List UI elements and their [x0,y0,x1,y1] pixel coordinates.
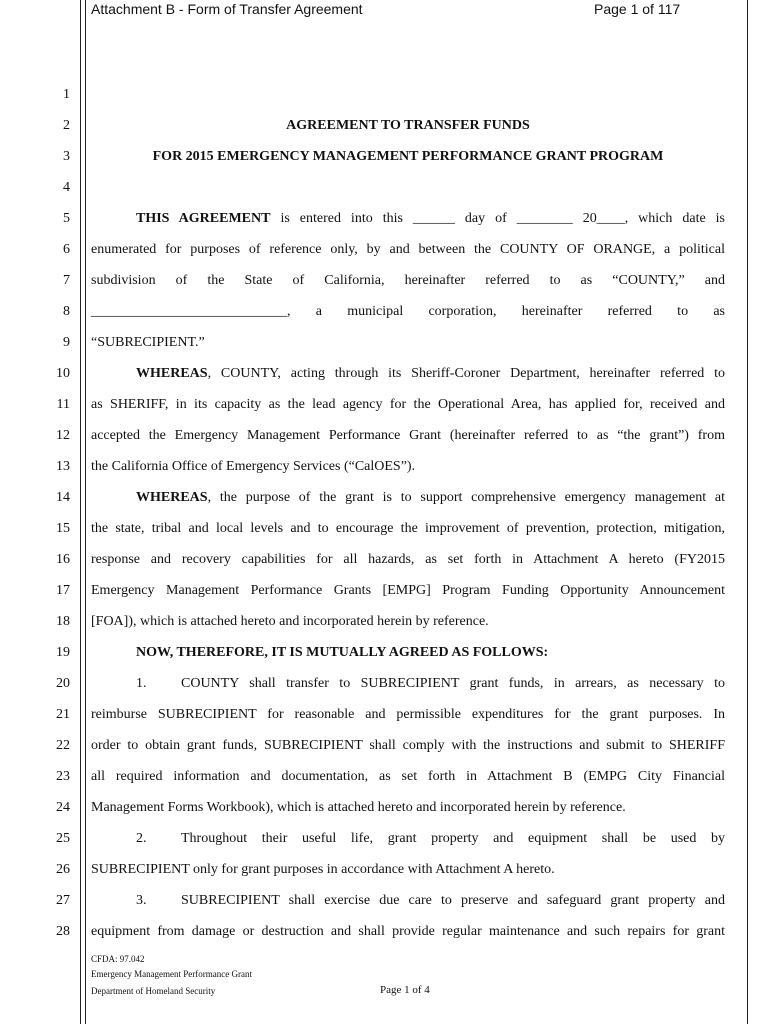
body-text: SUBRECIPIENT shall exercise due care to preserve and safeguard grant property and [181,893,725,908]
body-line-21: reimburse SUBRECIPIENT for reasonable and permissible expenditures for the grant purposes. In [91,707,725,722]
body-text: COUNTY shall transfer to SUBRECIPIENT grant funds, in arrears, as necessary to [181,676,725,691]
line-number: 24 [56,800,70,815]
body-line-12: accepted the Emergency Management Performance Grant (hereinafter referred to as “the grant”) from [91,428,725,443]
margin-rule-left [80,0,81,1024]
line-number: 22 [56,738,70,753]
clause-number: 3. [136,893,147,908]
line-number: 9 [63,335,70,350]
margin-rule-right [747,0,748,1024]
whereas-label: WHEREAS [136,490,208,505]
line-number: 6 [63,242,70,257]
body-line-18: [FOA]), which is attached hereto and incorporated herein by reference. [91,614,489,629]
body-line-23: all required information and documentation, as set forth in Attachment B (EMPG City Financial [91,769,725,784]
whereas-label: WHEREAS [136,366,208,381]
line-number: 18 [56,614,70,629]
body-text: , the purpose of the grant is to support comprehensive emergency management at [207,490,725,505]
line-number: 2 [63,118,70,133]
line-number: 1 [63,87,70,102]
line-number: 21 [56,707,70,722]
line-number: 15 [56,521,70,536]
line-number: 14 [56,490,70,505]
line-number: 17 [56,583,70,598]
body-line-24: Management Forms Workbook), which is attached hereto and incorporated herein by reference. [91,800,626,815]
footer-cfda: CFDA: 97.042 [91,954,145,964]
footer-program: Emergency Management Performance Grant [91,969,253,979]
line-number: 26 [56,862,70,877]
body-line-27 [91,892,725,910]
footer-department: Department of Homeland Security [91,986,216,996]
clause-number: 2. [136,831,147,846]
agreement-label: THIS AGREEMENT [136,211,271,226]
line-number: 8 [63,304,70,319]
page-header-title: Attachment B - Form of Transfer Agreement [91,1,363,17]
line-number: 11 [56,397,70,412]
line-number: 13 [56,459,70,474]
footer-page-number: Page 1 of 4 [380,984,430,996]
clause-number: 1. [136,676,147,691]
body-line-11: as SHERIFF, in its capacity as the lead agency for the Operational Area, has applied for, received and [91,397,725,412]
body-line-15: the state, tribal and local levels and to encourage the improvement of prevention, protection, mitigation, [91,521,725,536]
document-title: AGREEMENT TO TRANSFER FUNDS [286,118,530,133]
body-line-26: SUBRECIPIENT only for grant purposes in accordance with Attachment A hereto. [91,862,555,877]
line-number: 7 [63,273,70,288]
body-line-17: Emergency Management Performance Grants [EMPG] Program Funding Opportunity Announcement [91,583,725,598]
body-line-9: “SUBRECIPIENT.” [91,335,205,350]
body-line-28: equipment from damage or destruction and shall provide regular maintenance and such repairs for grant [91,924,725,939]
body-line-8: ____________________________, a municipal corporation, hereinafter referred to as [91,304,725,319]
line-number: 12 [56,428,70,443]
line-number: 5 [63,211,70,226]
body-line-16: response and recovery capabilities for all hazards, as set forth in Attachment A hereto (FY2015 [91,552,725,567]
body-line-25 [91,830,725,848]
line-number: 20 [56,676,70,691]
body-text: , COUNTY, acting through its Sheriff-Coroner Department, hereinafter referred to [207,366,725,381]
line-number: 4 [63,180,70,195]
margin-rule-left-inner [85,0,86,1024]
line-number: 19 [56,645,70,660]
document-subtitle: FOR 2015 EMERGENCY MANAGEMENT PERFORMANCE GRANT PROGRAM [152,149,664,164]
body-line-20 [91,675,725,693]
line-number: 16 [56,552,70,567]
body-line-5 [91,210,725,228]
body-line-6: enumerated for purposes of reference only, by and between the COUNTY OF ORANGE, a political [91,242,725,257]
page-header-page-count: Page 1 of 117 [594,1,681,17]
body-line-13: the California Office of Emergency Services (“CalOES”). [91,459,416,474]
body-line-7: subdivision of the State of California, hereinafter referred to as “COUNTY,” and [91,273,725,288]
body-text: Throughout their useful life, grant property and equipment shall be used by [181,831,725,846]
body-line-19: NOW, THEREFORE, IT IS MUTUALLY AGREED AS FOLLOWS: [136,645,549,660]
line-number: 10 [56,366,70,381]
body-line-14 [91,489,725,507]
line-number: 23 [56,769,70,784]
line-number: 28 [56,924,70,939]
line-number: 27 [56,893,70,908]
line-number: 25 [56,831,70,846]
body-line-22: order to obtain grant funds, SUBRECIPIENT shall comply with the instructions and submit to SHERIFF [91,738,725,753]
body-text: is entered into this ______ day of ________ 20____, which date is [270,211,725,226]
body-line-10 [91,365,725,383]
line-number: 3 [63,149,70,164]
